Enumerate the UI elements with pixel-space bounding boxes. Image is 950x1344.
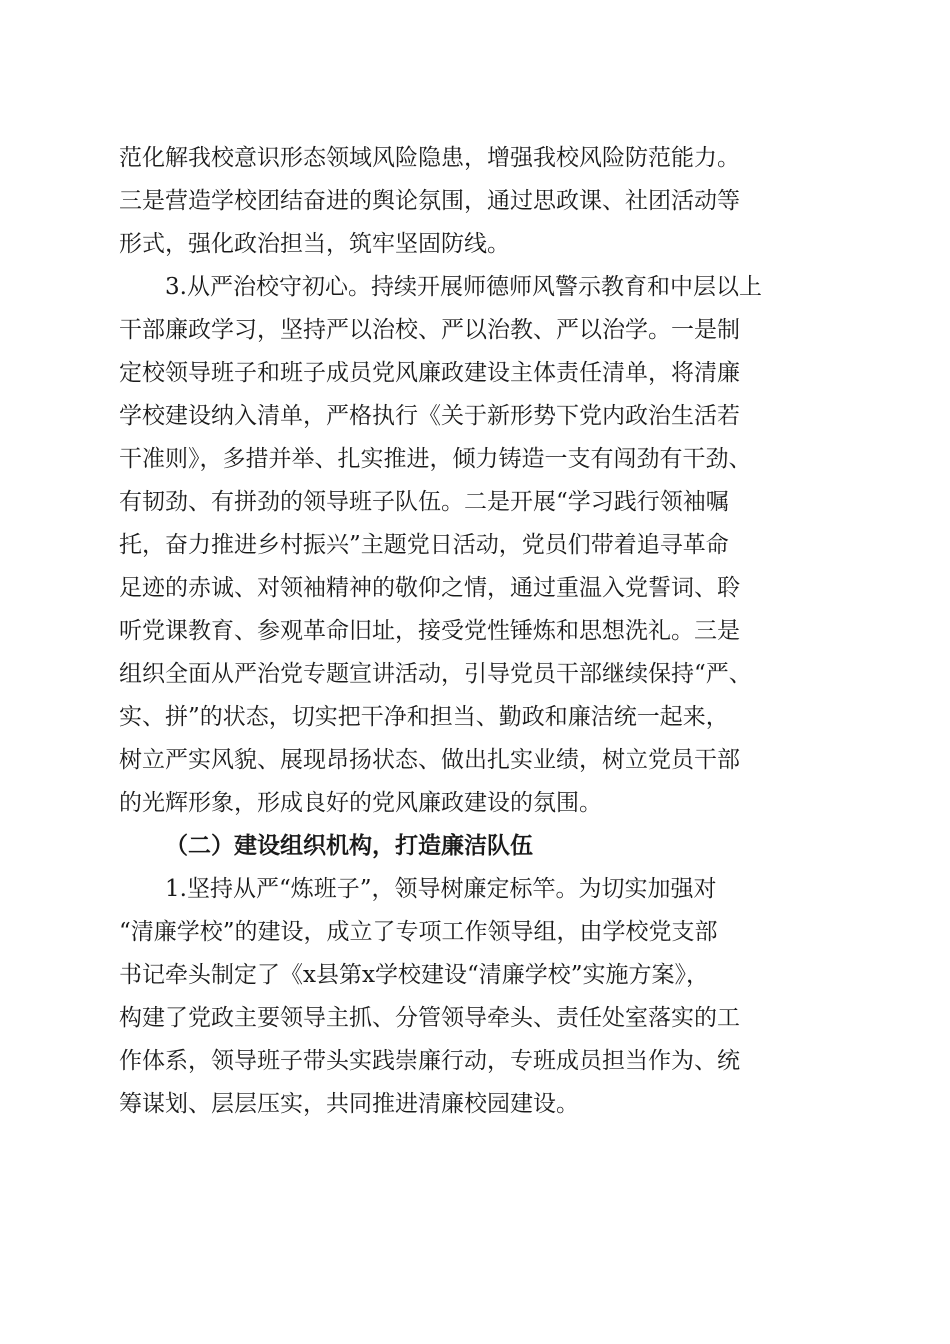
paragraph-line: 书记牵头制定了《x县第x学校建设“清廉学校”实施方案》， [119, 962, 709, 988]
paragraph-line: 学校建设纳入清单，严格执行《关于新形势下党内政治生活若 [119, 403, 740, 429]
paragraph-line: 的光辉形象，形成良好的党风廉政建设的氛围。 [119, 790, 602, 816]
paragraph-line: 三是营造学校团结奋进的舆论氛围，通过思政课、社团活动等 [119, 188, 740, 214]
paragraph-line: 托，奋力推进乡村振兴”主题党日活动，党员们带着追寻革命 [119, 532, 729, 558]
paragraph-line: 树立严实风貌、展现昂扬状态、做出扎实业绩，树立党员干部 [119, 747, 740, 773]
paragraph-line: “清廉学校”的建设，成立了专项工作领导组，由学校党支部 [119, 919, 718, 945]
paragraph-line: 构建了党政主要领导主抓、分管领导牵头、责任处室落实的工 [119, 1005, 740, 1031]
paragraph-line: 实、拼”的状态，切实把干净和担当、勤政和廉洁统一起来， [119, 704, 729, 730]
section-heading: （二）建设组织机构，打造廉洁队伍 [165, 832, 533, 859]
paragraph-line: 定校领导班子和班子成员党风廉政建设主体责任清单，将清廉 [119, 360, 740, 386]
paragraph-line: 足迹的赤诚、对领袖精神的敬仰之情，通过重温入党誓词、聆 [119, 575, 740, 601]
paragraph-line: 3.从严治校守初心。持续开展师德师风警示教育和中层以上 [165, 274, 762, 300]
paragraph-line: 筹谋划、层层压实，共同推进清廉校园建设。 [119, 1091, 579, 1117]
paragraph-line: 干部廉政学习，坚持严以治校、严以治教、严以治学。一是制 [119, 317, 740, 343]
paragraph-line: 有韧劲、有拼劲的领导班子队伍。二是开展“学习践行领袖嘱 [119, 489, 729, 515]
paragraph-line: 作体系，领导班子带头实践崇廉行动，专班成员担当作为、统 [119, 1048, 740, 1074]
paragraph-line: 组织全面从严治党专题宣讲活动，引导党员干部继续保持“严、 [119, 661, 752, 687]
paragraph-line: 范化解我校意识形态领域风险隐患，增强我校风险防范能力。 [119, 145, 740, 171]
paragraph-line: 干准则》，多措并举、扎实推进，倾力铸造一支有闯劲有干劲、 [119, 446, 752, 472]
paragraph-line: 1.坚持从严“炼班子”，领导树廉定标竿。为切实加强对 [165, 876, 717, 902]
paragraph-line: 形式，强化政治担当，筑牢坚固防线。 [119, 231, 510, 257]
paragraph-line: 听党课教育、参观革命旧址，接受党性锤炼和思想洗礼。三是 [119, 618, 740, 644]
